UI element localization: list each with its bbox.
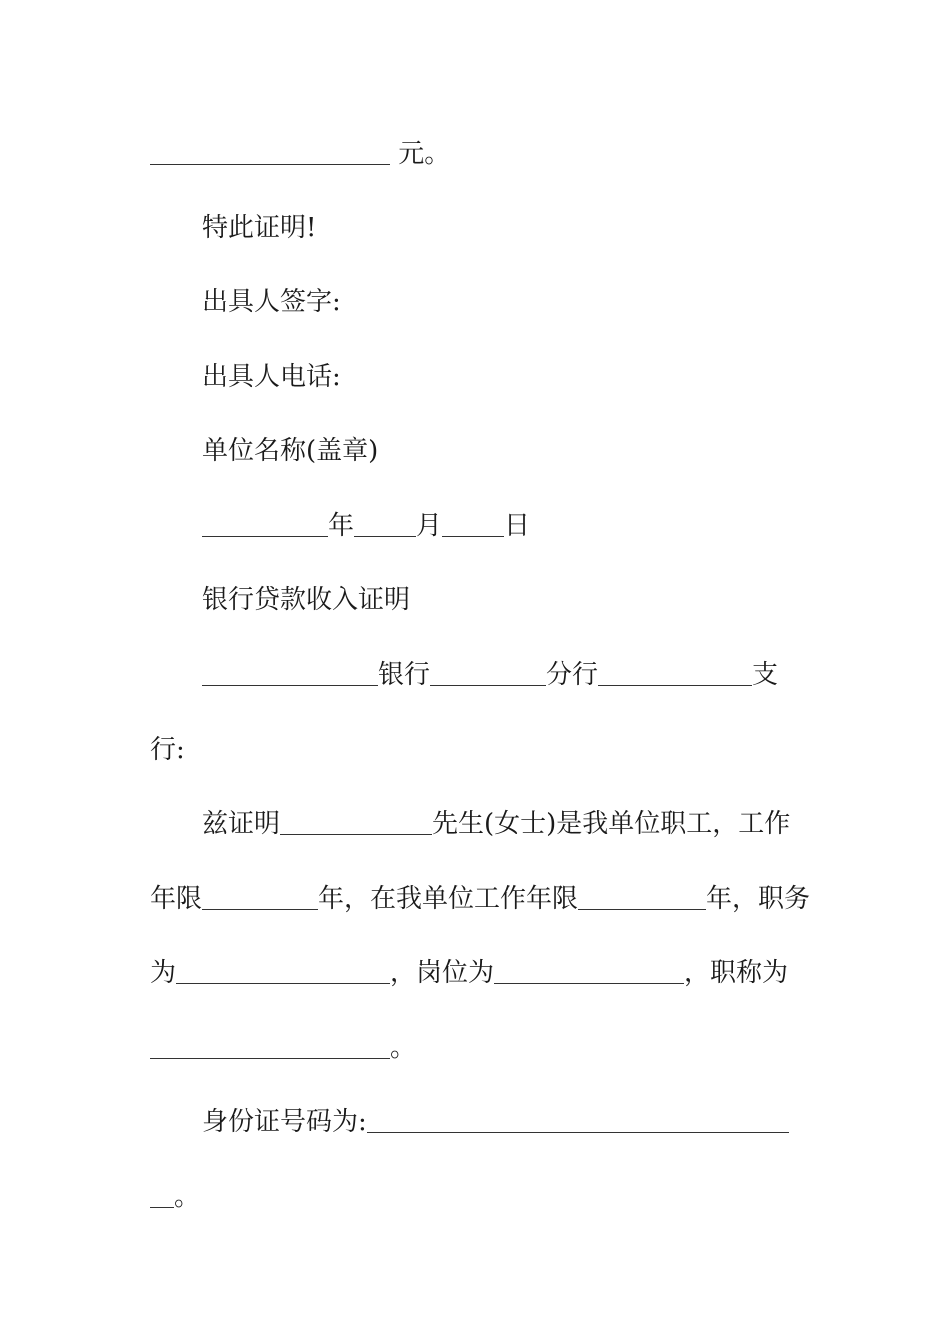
bank-line <box>202 655 862 695</box>
bank-label: 银行 <box>378 660 431 690</box>
id-number-line <box>202 1102 862 1142</box>
company-name-seal-label: 单位名称(盖章) <box>202 436 379 466</box>
para-position-line <box>150 953 810 993</box>
day-label: 日 <box>504 511 531 541</box>
certify-label: 兹证明 <box>202 809 281 839</box>
day-blank[interactable] <box>442 506 504 537</box>
post-blank[interactable] <box>494 953 684 984</box>
post-label: ，岗位为 <box>390 958 495 988</box>
id-number-blank-end[interactable] <box>150 1177 174 1208</box>
hereby-certify: 特此证明! <box>202 213 317 243</box>
title-label: ，职称为 <box>684 958 789 988</box>
unit-years-text: 年，在我单位工作年限 <box>318 884 579 914</box>
bank-name-blank[interactable] <box>202 655 378 686</box>
sub-branch-label: 支 <box>752 660 779 690</box>
sub-branch-blank[interactable] <box>598 655 752 686</box>
month-blank[interactable] <box>354 506 416 537</box>
issuer-phone-label: 出具人电话: <box>202 362 341 392</box>
year-label: 年 <box>328 511 355 541</box>
employee-status-text: 先生(女士)是我单位职工，工作 <box>432 809 791 839</box>
id-number-label: 身份证号码为: <box>202 1107 367 1137</box>
as-label: 为 <box>150 958 177 988</box>
branch-blank[interactable] <box>430 655 546 686</box>
id-number-suffix: 。 <box>174 1182 201 1212</box>
employee-name-blank[interactable] <box>280 804 432 835</box>
amount-blank[interactable] <box>150 134 390 165</box>
work-years-blank[interactable] <box>202 879 318 910</box>
title-suffix: 。 <box>390 1033 417 1063</box>
branch-label: 分行 <box>546 660 599 690</box>
years-label: 年限 <box>150 884 203 914</box>
bank-line-continued: 行: <box>150 735 185 765</box>
position-blank[interactable] <box>176 953 390 984</box>
id-number-blank[interactable] <box>367 1102 789 1133</box>
issuer-signature-label: 出具人签字: <box>202 287 341 317</box>
month-label: 月 <box>416 511 443 541</box>
year-blank[interactable] <box>202 506 328 537</box>
amount-line <box>150 134 810 174</box>
unit-years-blank[interactable] <box>578 879 706 910</box>
amount-suffix: 元。 <box>390 139 451 169</box>
date-line <box>202 506 862 546</box>
id-number-line-end <box>150 1177 810 1217</box>
para-years-line <box>150 879 810 919</box>
job-title-blank[interactable] <box>150 1028 390 1059</box>
document-title: 银行贷款收入证明 <box>202 585 411 615</box>
para-employee-line <box>202 804 862 844</box>
para-title-line <box>150 1028 810 1068</box>
position-label: 年，职务 <box>706 884 811 914</box>
